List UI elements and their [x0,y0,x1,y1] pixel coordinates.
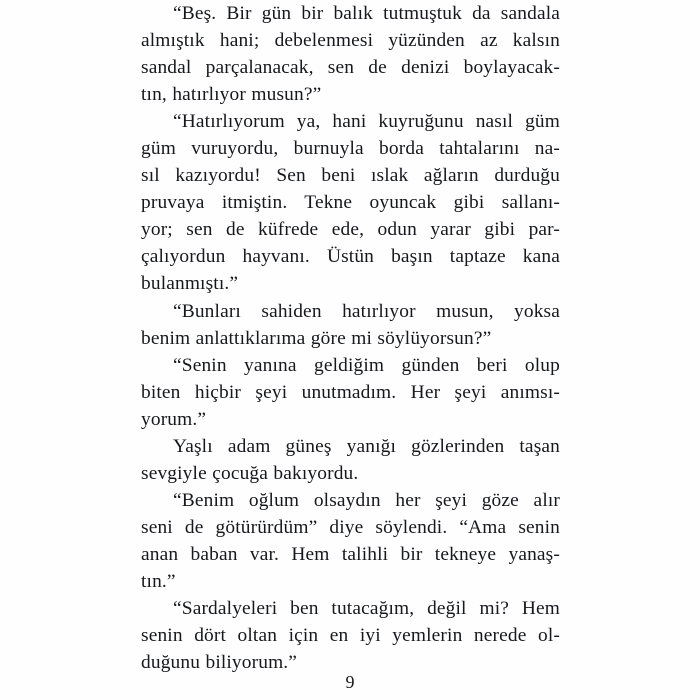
paragraph [141,433,560,487]
paragraph [141,0,560,108]
text-line: yorum.” [141,408,207,430]
text-line: duğunu biliyorum.” [141,652,298,674]
text-line: pruvaya itmiştin. Tekne oyuncak gibi sallanı- [141,192,560,214]
paragraph [141,487,560,595]
text-line: sevgiyle çocuğa bakıyordu. [141,462,359,484]
paragraph [141,352,560,433]
text-line: benim anlattıklarıma göre mi söylüyorsun?” [141,327,492,349]
text-line: güm vuruyordu, burnuyla borda tahtalarını na- [141,138,560,160]
text-line: biten hiçbir şeyi unutmadım. Her şeyi anımsı- [141,381,560,403]
text-line: anan baban var. Hem talihli bir tekneye yanaş- [141,543,560,565]
text-line: senin dört oltan için en iyi yemlerin nerede ol- [141,625,560,647]
text-line: almıştık hani; debelenmesi yüzünden az kalsın [141,30,560,52]
text-line: “Senin yanına geldiğim günden beri olup [173,354,560,376]
text-line: “Benim oğlum olsaydın her şeyi göze alır [173,489,560,511]
text-line: bulanmıştı.” [141,273,239,295]
text-line: çalıyordun hayvanı. Üstün başın taptaze kana [141,246,560,268]
paragraph [141,298,560,352]
text-line: tın, hatırlıyor musun?” [141,84,322,106]
page-text-body [141,0,560,676]
text-line: “Sardalyeleri ben tutacağım, değil mi? Hem [173,598,560,620]
text-line: “Beş. Bir gün bir balık tutmuştuk da sandala [173,3,560,24]
text-line: sıl kazıyordu! Sen beni ıslak ağların durduğu [141,165,560,187]
page-number: 9 [345,672,355,692]
paragraph [141,108,560,297]
paragraph [141,595,560,676]
text-line: Yaşlı adam güneş yanığı gözlerinden taşan [173,435,560,457]
text-line: sandal parçalanacak, sen de denizi boylayacak- [141,57,560,79]
text-line: tın.” [141,570,176,592]
text-line: yor; sen de küfrede ede, odun yarar gibi par- [141,219,560,241]
text-line: seni de götürürdüm” diye söylendi. “Ama senin [141,516,560,538]
text-line: “Bunları sahiden hatırlıyor musun, yoksa [173,300,560,322]
text-line: “Hatırlıyorum ya, hani kuyruğunu nasıl güm [173,111,560,133]
